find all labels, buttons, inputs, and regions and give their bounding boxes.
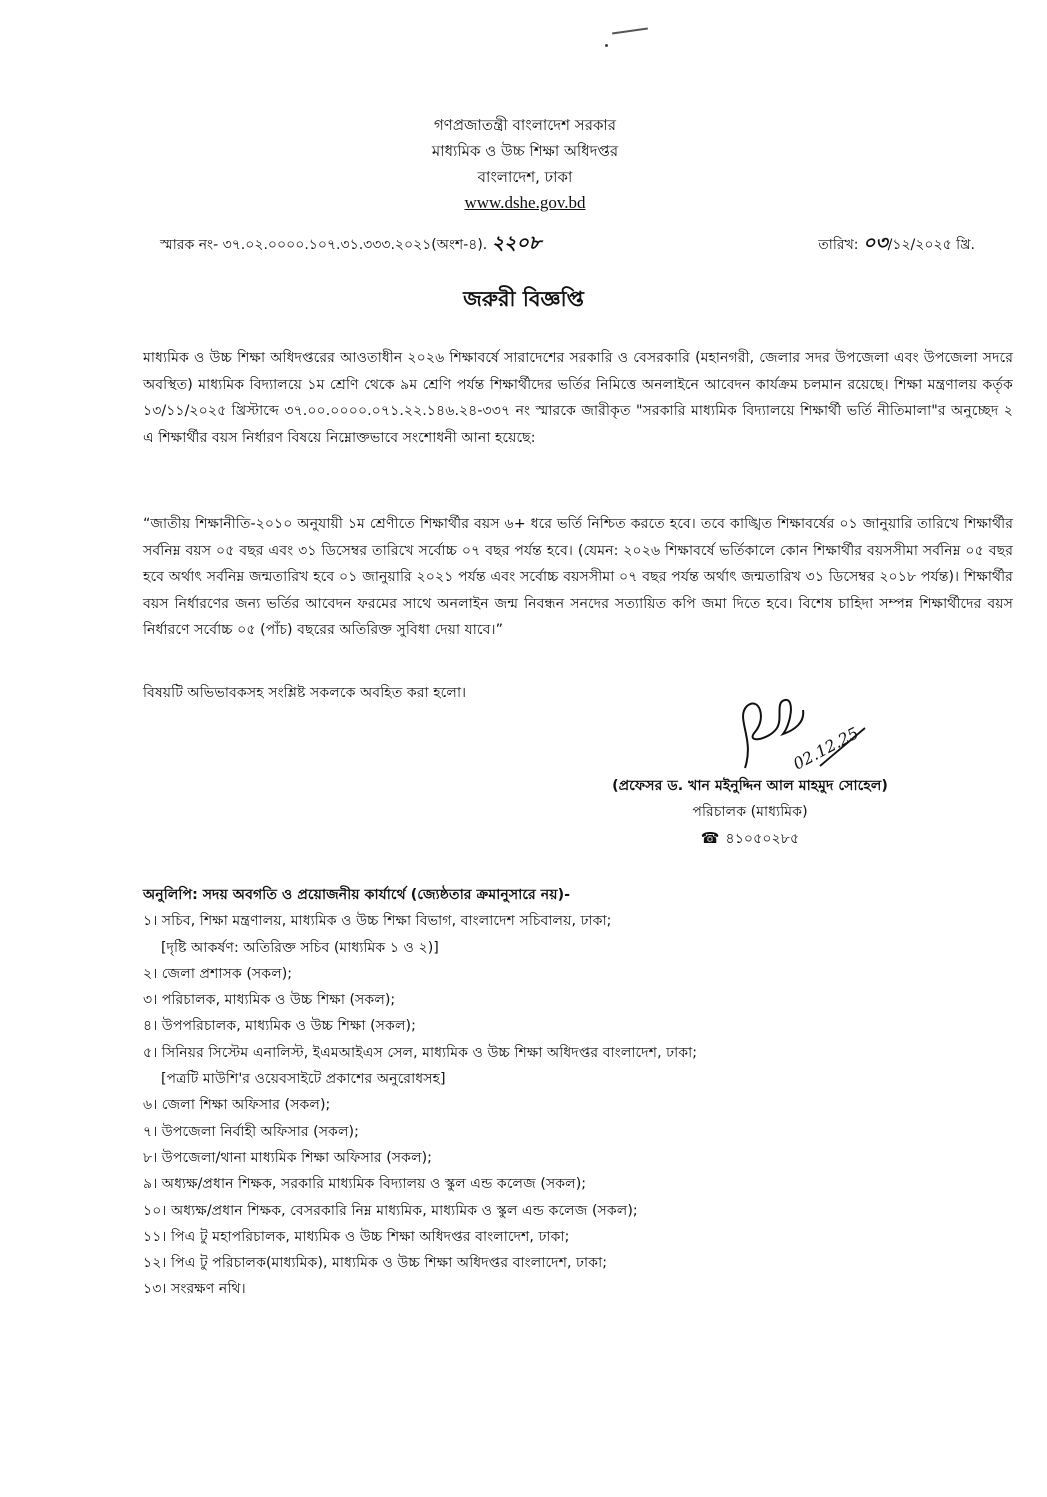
copy-list-item: ১০। অধ্যক্ষ/প্রধান শিক্ষক, বেসরকারি নিম্ন মাধ্যমিক, মাধ্যমিক ও স্কুল এন্ড কলেজ (সকল); bbox=[143, 1202, 638, 1219]
copy-list-item: ৯। অধ্যক্ষ/প্রধান শিক্ষক, সরকারি মাধ্যমিক বিদ্যালয় ও স্কুল এন্ড কলেজ (সকল); bbox=[143, 1176, 587, 1193]
copy-list-item: ৮। উপজেলা/থানা মাধ্যমিক শিক্ষা অফিসার (সকল); bbox=[143, 1149, 432, 1166]
copy-list-item: ১২। পিএ টু পরিচালক(মাধ্যমিক), মাধ্যমিক ও উচ্চ শিক্ষা অধিদপ্তর বাংলাদেশ, ঢাকা; bbox=[143, 1255, 607, 1272]
copy-list-items bbox=[143, 908, 1023, 1302]
signature-date: 02.12.25 bbox=[789, 723, 862, 774]
directorate-name: মাধ্যমিক ও উচ্চ শিক্ষা অধিদপ্তর bbox=[431, 142, 619, 160]
telephone-icon: ☎ bbox=[700, 829, 720, 847]
copy-list-item: ৩। পরিচালক, মাধ্যমিক ও উচ্চ শিক্ষা (সকল); bbox=[143, 992, 396, 1009]
date-label: তারিখ: bbox=[818, 237, 859, 253]
body-paragraph-2-quote: “জাতীয় শিক্ষানীতি-২০১০ অনুযায়ী ১ম শ্রেণীতে শিক্ষার্থীর বয়স ৬+ ধরে ভর্তি নিশ্চিত করতে হবে। তবে কাঙ্খিত শিক্ষাবর্ষের ০১ জানুয়ারি তারিখে শিক্ষার্থীর সর্বনিম্ন বয়স ০৫ বছর এবং ৩১ ডিসেম্বর তারিখে সর্বোচ্চ ০৭ বছর পর্যন্ত হবে। (যেমন: ২০২৬ শিক্ষাবর্ষে ভর্তিকালে কোন শিক্ষার্থীর বয়সসীমা সর্বনিম্ন ০৫ বছর হবে অর্থাৎ সর্বনিম্ন জন্মতারিখ হবে ০১ জানুয়ারি ২০২১ পর্যন্ত এবং সর্বোচ্চ বয়সসীমা ০৭ বছর পর্যন্ত অর্থাৎ জন্মতারিখ ৩১ ডিসেম্বর ২০১৮ পর্যন্ত)। শিক্ষার্থীর বয়স নির্ধারণের জন্য ভর্তির আবেদন ফরমের সাথে অনলাইন জন্ম নিবন্ধন সনদের সত্যায়িত কপি জমা দিতে হবে। বিশেষ চাহিদা সম্পন্ন শিক্ষার্থীদের বয়স নির্ধারণে সর্বোচ্চ ০৫ (পাঁচ) বছরের অতিরিক্ত সুবিধা দেয়া যাবে।” bbox=[143, 516, 1013, 638]
signatory-block bbox=[560, 773, 940, 852]
notice-title: জরুরী বিজ্ঞপ্তি bbox=[463, 287, 584, 311]
copy-list-item-note: [দৃষ্টি আকর্ষণ: অতিরিক্ত সচিব (মাধ্যমিক ১ ও ২)] bbox=[161, 939, 439, 956]
signatory-name: (প্রফেসর ড. খান মইনুদ্দিন আল মাহমুদ সোহেল) bbox=[612, 778, 888, 794]
memo-row bbox=[160, 229, 975, 255]
memo-ref-label: স্মারক নং- bbox=[160, 237, 219, 253]
date-handwritten: ০৩ bbox=[862, 232, 888, 254]
copy-list-item: ৭। উপজেলা নির্বাহী অফিসার (সকল); bbox=[143, 1123, 359, 1140]
copy-list-item: ৫। সিনিয়র সিস্টেম এনালিস্ট, ইএমআইএস সেল, মাধ্যমিক ও উচ্চ শিক্ষা অধিদপ্তর বাংলাদেশ, ঢাকা; bbox=[143, 1044, 698, 1061]
memo-reference bbox=[160, 229, 541, 261]
government-name: গণপ্রজাতন্ত্রী বাংলাদেশ সরকার bbox=[433, 116, 617, 134]
website-link[interactable]: www.dshe.gov.bd bbox=[464, 193, 586, 212]
date-rest: /১২/২০২৫ খ্রি. bbox=[887, 237, 975, 253]
copy-list-item: ৬। জেলা শিক্ষা অফিসার (সকল); bbox=[143, 1097, 331, 1114]
copy-list-item: ২। জেলা প্রশাসক (সকল); bbox=[143, 965, 293, 982]
scan-artifact bbox=[612, 28, 648, 35]
copy-list-item: ৪। উপপরিচালক, মাধ্যমিক ও উচ্চ শিক্ষা (সকল); bbox=[143, 1018, 416, 1035]
letterhead bbox=[300, 112, 750, 216]
copy-list-item: ১১। পিএ টু মহাপরিচালক, মাধ্যমিক ও উচ্চ শিক্ষা অধিদপ্তর বাংলাদেশ, ঢাকা; bbox=[143, 1228, 570, 1245]
location: বাংলাদেশ, ঢাকা bbox=[477, 168, 573, 186]
signature bbox=[725, 688, 885, 778]
memo-ref-number: ৩৭.০২.০০০০.১০৭.৩১.৩৩৩.২০২১(অংশ-৪). bbox=[222, 237, 488, 253]
scan-artifact bbox=[605, 44, 608, 47]
copy-list-item: ১। সচিব, শিক্ষা মন্ত্রণালয়, মাধ্যমিক ও উচ্চ শিক্ষা বিভাগ, বাংলাদেশ সচিবালয়, ঢাকা; bbox=[143, 913, 612, 930]
phone-number: ৪১০৫০২৮৫ bbox=[725, 831, 800, 847]
signatory-designation: পরিচালক (মাধ্যমিক) bbox=[692, 804, 808, 820]
body-paragraph-1: মাধ্যমিক ও উচ্চ শিক্ষা অধিদপ্তরের আওতাধীন ২০২৬ শিক্ষাবর্ষে সারাদেশের সরকারি ও বেসরকারি (মহানগরী, জেলার সদর উপজেলা এবং উপজেলা সদরে অবস্থিত) মাধ্যমিক বিদ্যালয়ে ১ম শ্রেণি থেকে ৯ম শ্রেণি পর্যন্ত শিক্ষার্থীদের ভর্তির নিমিত্তে অনলাইনে আবেদন কার্যক্রম চলমান রয়েছে। শিক্ষা মন্ত্রণালয় কর্তৃক ১৩/১১/২০২৫ খ্রিস্টাব্দে ৩৭.০০.০০০০.০৭১.২২.১৪৬.২৪-৩৩৭ নং স্মারকে জারীকৃত "সরকারি মাধ্যমিক বিদ্যালয়ে শিক্ষার্থী ভর্তি নীতিমালা"র অনুচ্ছেদ ২ এ শিক্ষার্থীর বয়স নির্ধারণ বিষয়ে নিম্নোক্তভাবে সংশোধনী আনা হয়েছে: bbox=[143, 350, 1013, 446]
copy-list-item-note: [পত্রটি মাউশি'র ওয়েবসাইটে প্রকাশের অনুরোধসহ] bbox=[161, 1071, 446, 1088]
copy-list-heading: অনুলিপি: সদয় অবগতি ও প্রয়োজনীয় কার্যার্থে (জ্যেষ্ঠতার ক্রমানুসারে নয়)- bbox=[143, 887, 570, 903]
signatory-phone bbox=[560, 825, 940, 852]
copy-distribution-list bbox=[143, 882, 1023, 1303]
copy-list-item: ১৩। সংরক্ষণ নথি। bbox=[143, 1281, 246, 1298]
body-paragraph-3: বিষয়টি অভিভাবকসহ সংশ্লিষ্ট সকলকে অবহিত করা হলো। bbox=[143, 685, 467, 701]
memo-ref-handwritten: ২২০৮ bbox=[491, 232, 542, 254]
memo-date bbox=[818, 229, 975, 261]
